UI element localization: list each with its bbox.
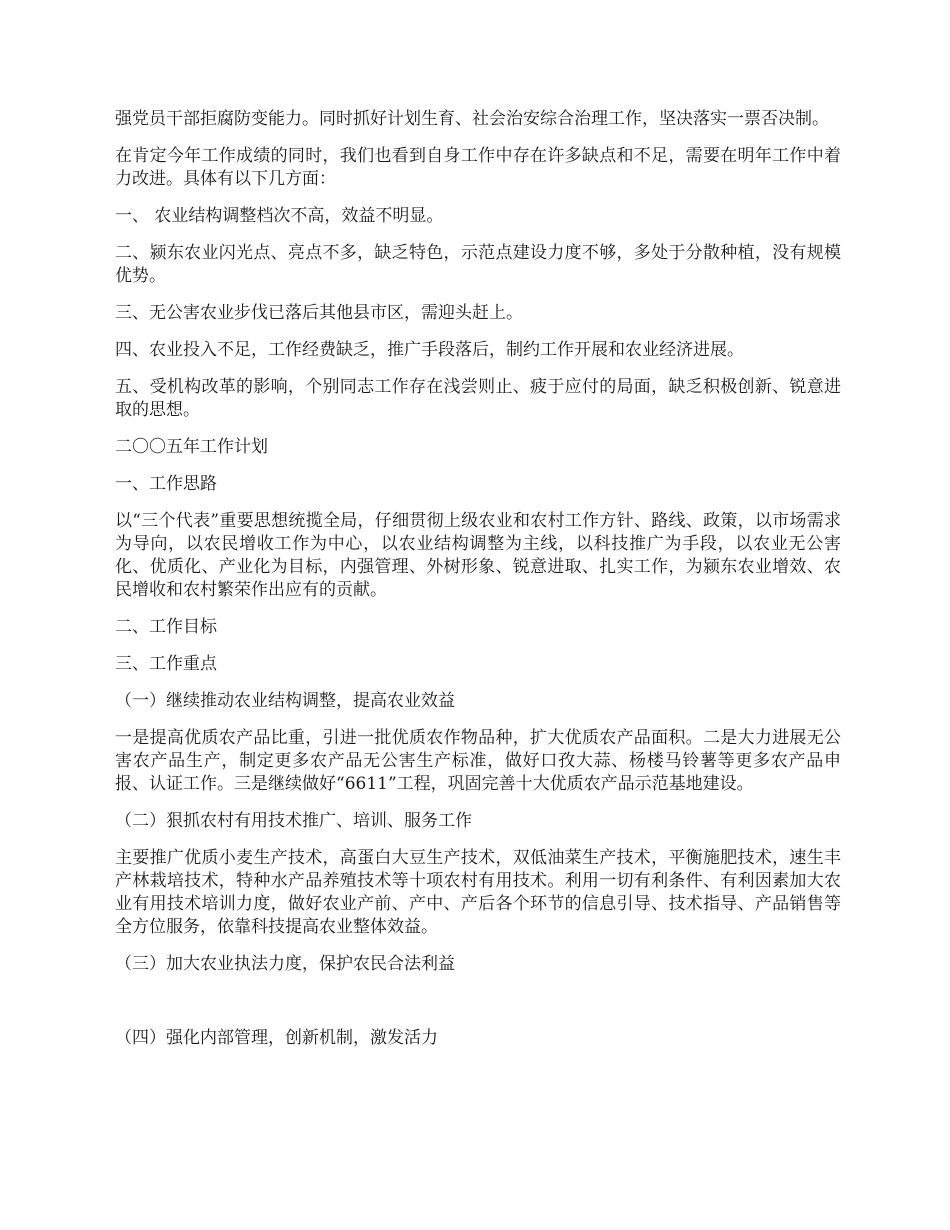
subsection-heading: （四）强化内部管理，创新机制，激发活力	[115, 1028, 438, 1048]
section-heading: 三、工作重点	[115, 654, 217, 674]
paragraph: 一是提高优质农产品比重，引进一批优质农作物品种，扩大优质农产品面积。二是大力进展无公害农产品生产，制定更多农产品无公害生产标准，做好口孜大蒜、杨楼马铃薯等更多农产品申报、认证工作。三是继续做好“6611”工程，巩固完善十大优质农产品示范基地建设。	[115, 728, 841, 794]
paragraph: 强党员干部拒腐防变能力。同时抓好计划生育、社会治安综合治理工作，坚决落实一票否决制。	[115, 109, 829, 129]
blank-space	[115, 990, 841, 1027]
section-heading: 二、工作目标	[115, 617, 217, 637]
paragraph: 在肯定今年工作成绩的同时，我们也看到自身工作中存在许多缺点和不足，需要在明年工作中着力改进。具体有以下几方面：	[115, 146, 841, 189]
subsection-heading: （一）继续推动农业结构调整，提高农业效益	[115, 691, 455, 711]
paragraph: 以“三个代表”重要思想统揽全局，仔细贯彻上级农业和农村工作方针、路线、政策，以市场需求为导向，以农民增收工作为中心，以农业结构调整为主线，以科技推广为手段，以农业无公害化、优质化、产业化为目标，内强管理、外树形象、锐意进取、扎实工作，为颍东农业增效、农民增收和农村繁荣作出应有的贡献。	[115, 511, 841, 600]
list-item: 一、 农业结构调整档次不高，效益不明显。	[115, 206, 444, 226]
section-heading: 二〇〇五年工作计划	[115, 437, 268, 457]
subsection-heading: （二）狠抓农村有用技术推广、培训、服务工作	[115, 811, 472, 831]
list-item: 三、无公害农业步伐已落后其他县市区，需迎头赶上。	[115, 303, 523, 323]
subsection-heading: （三）加大农业执法力度，保护农民合法利益	[115, 954, 455, 974]
document-body	[115, 108, 841, 1064]
paragraph: 主要推广优质小麦生产技术，高蛋白大豆生产技术，双低油菜生产技术，平衡施肥技术，速生丰产林栽培技术，特种水产品养殖技术等十项农村有用技术。利用一切有利条件、有利因素加大农业有用技术培训力度，做好农业产前、产中、产后各个环节的信息引导、技术指导、产品销售等全方位服务，依靠科技提高农业整体效益。	[115, 848, 841, 937]
list-item: 四、农业投入不足，工作经费缺乏，推广手段落后，制约工作开展和农业经济进展。	[115, 340, 744, 360]
list-item: 五、受机构改革的影响，个别同志工作存在浅尝则止、疲于应付的局面，缺乏积极创新、锐意进取的思想。	[115, 377, 841, 420]
section-heading: 一、工作思路	[115, 474, 217, 494]
list-item: 二、颍东农业闪光点、亮点不多，缺乏特色，示范点建设力度不够，多处于分散种植，没有规模优势。	[115, 243, 841, 286]
